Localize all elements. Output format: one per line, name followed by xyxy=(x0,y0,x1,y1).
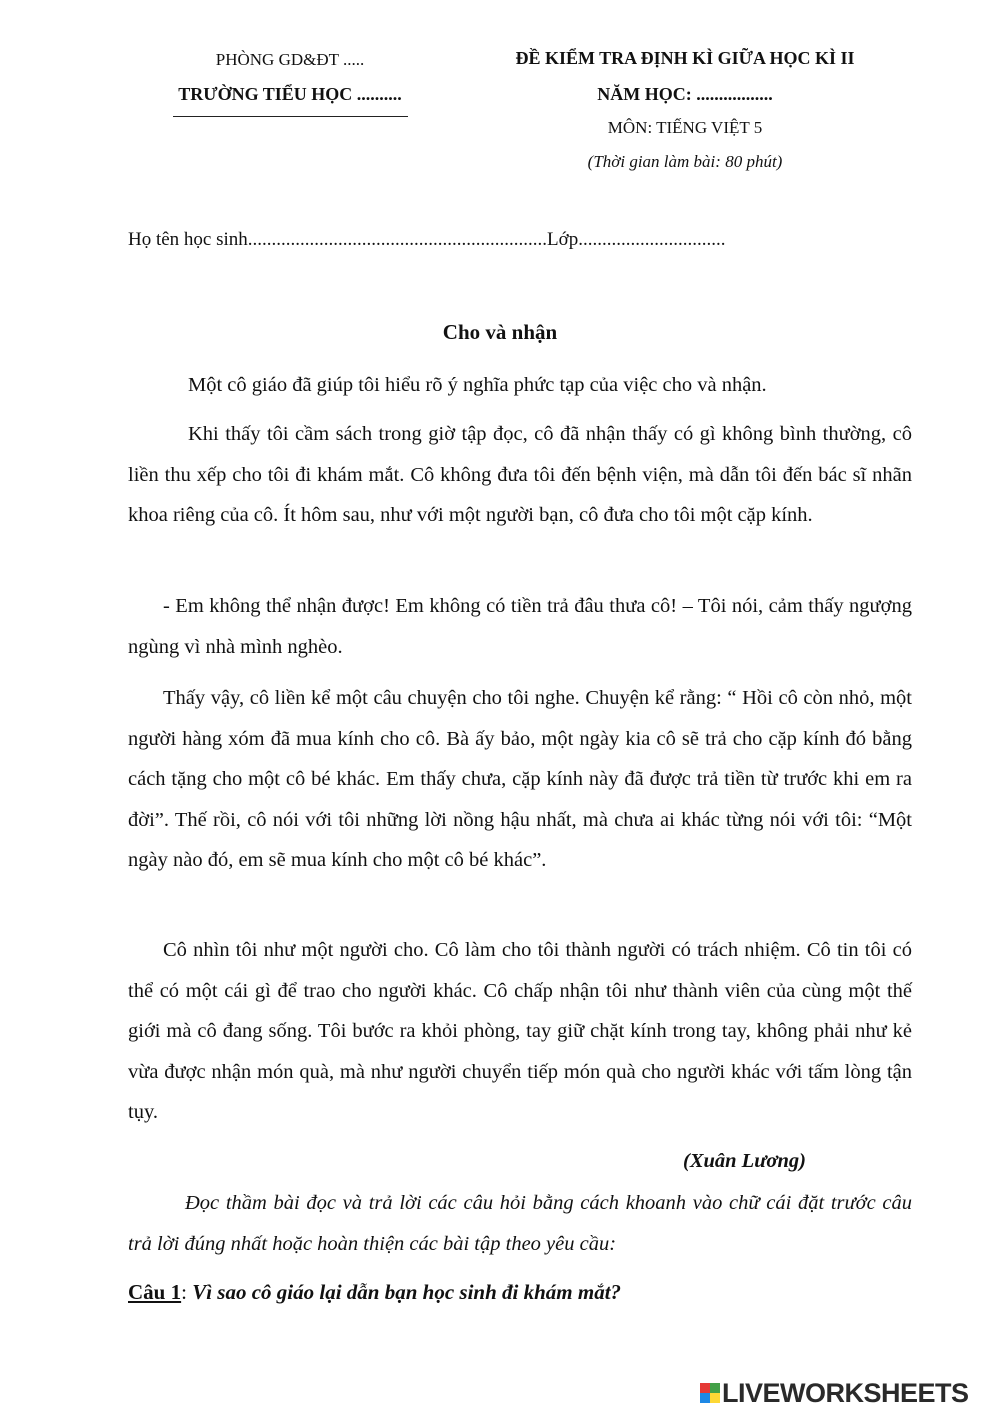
story-paragraph: Một cô giáo đã giúp tôi hiểu rõ ý nghĩa phức tạp của việc cho và nhận. xyxy=(188,374,767,396)
subject: MÔN: TIẾNG VIỆT 5 xyxy=(607,118,763,137)
header-divider xyxy=(173,116,408,117)
story-paragraph: - Em không thể nhận được! Em không có tiền trả đâu thưa cô! – Tôi nói, cảm thấy ngượng ngùng vì nhà mình nghèo. xyxy=(128,595,912,658)
school-year: NĂM HỌC: ................. xyxy=(597,84,773,104)
time-limit: (Thời gian làm bài: 80 phút) xyxy=(587,152,783,171)
question-1 xyxy=(128,1280,621,1305)
exam-title: ĐỀ KIỂM TRA ĐỊNH KÌ GIỮA HỌC KÌ II xyxy=(515,48,855,68)
liveworksheets-logo-icon xyxy=(700,1383,720,1403)
watermark-text: LIVEWORKSHEETS xyxy=(722,1378,969,1408)
school-header xyxy=(150,50,430,117)
exam-header xyxy=(470,48,900,172)
student-name-line[interactable]: Họ tên học sinh...............................................................Lớp............................... xyxy=(128,229,726,250)
department-name: PHÒNG GD&ĐT ..... xyxy=(215,50,365,69)
liveworksheets-watermark[interactable] xyxy=(700,1378,969,1408)
story-paragraph: Cô nhìn tôi như một người cho. Cô làm cho tôi thành người có trách nhiệm. Cô tin tôi có thể có một cái gì để trao cho người khác. Cô chấp nhận tôi như thành viên của cùng một thế giới mà cô đang sống. Tôi bước ra khỏi phòng, tay giữ chặt kính trong tay, không phải như kẻ vừa được nhận món quà, mà như người chuyển tiếp món quà cho người khác với tấm lòng tận tụy. xyxy=(128,939,912,1123)
story-paragraph: Thấy vậy, cô liền kể một câu chuyện cho tôi nghe. Chuyện kể rằng: “ Hồi cô còn nhỏ, một người hàng xóm đã mua kính cho cô. Bà ấy bảo, một ngày kia cô sẽ trả cho cặp kính đó bằng cách tặng cho một cô bé khác. Em thấy chưa, cặp kính này đã được trả tiền từ trước khi em ra đời”. Thế rồi, cô nói với tôi những lời nồng hậu nhất, mà chưa ai khác từng nói với tôi: “Một ngày nào đó, em sẽ mua kính cho một cô bé khác”. xyxy=(128,687,912,871)
story-paragraph: Khi thấy tôi cầm sách trong giờ tập đọc, cô đã nhận thấy có gì không bình thường, cô liền thu xếp cho tôi đi khám mắt. Cô không đưa tôi đến bệnh viện, mà dẫn tôi đến bác sĩ nhãn khoa riêng của cô. Ít hôm sau, như với một người bạn, cô đưa cho tôi một cặp kính. xyxy=(128,423,912,526)
story-author: (Xuân Lương) xyxy=(683,1150,806,1172)
question-colon: : xyxy=(181,1280,187,1304)
question-label: Câu 1 xyxy=(128,1280,182,1304)
story-title: Cho và nhận xyxy=(442,320,558,344)
reading-instructions: Đọc thầm bài đọc và trả lời các câu hỏi bằng cách khoanh vào chữ cái đặt trước câu trả lời đúng nhất hoặc hoàn thiện các bài tập theo yêu cầu: xyxy=(128,1192,912,1255)
question-text: Vì sao cô giáo lại dẫn bạn học sinh đi khám mắt? xyxy=(192,1280,622,1304)
school-name: TRƯỜNG TIỂU HỌC .......... xyxy=(178,84,402,104)
